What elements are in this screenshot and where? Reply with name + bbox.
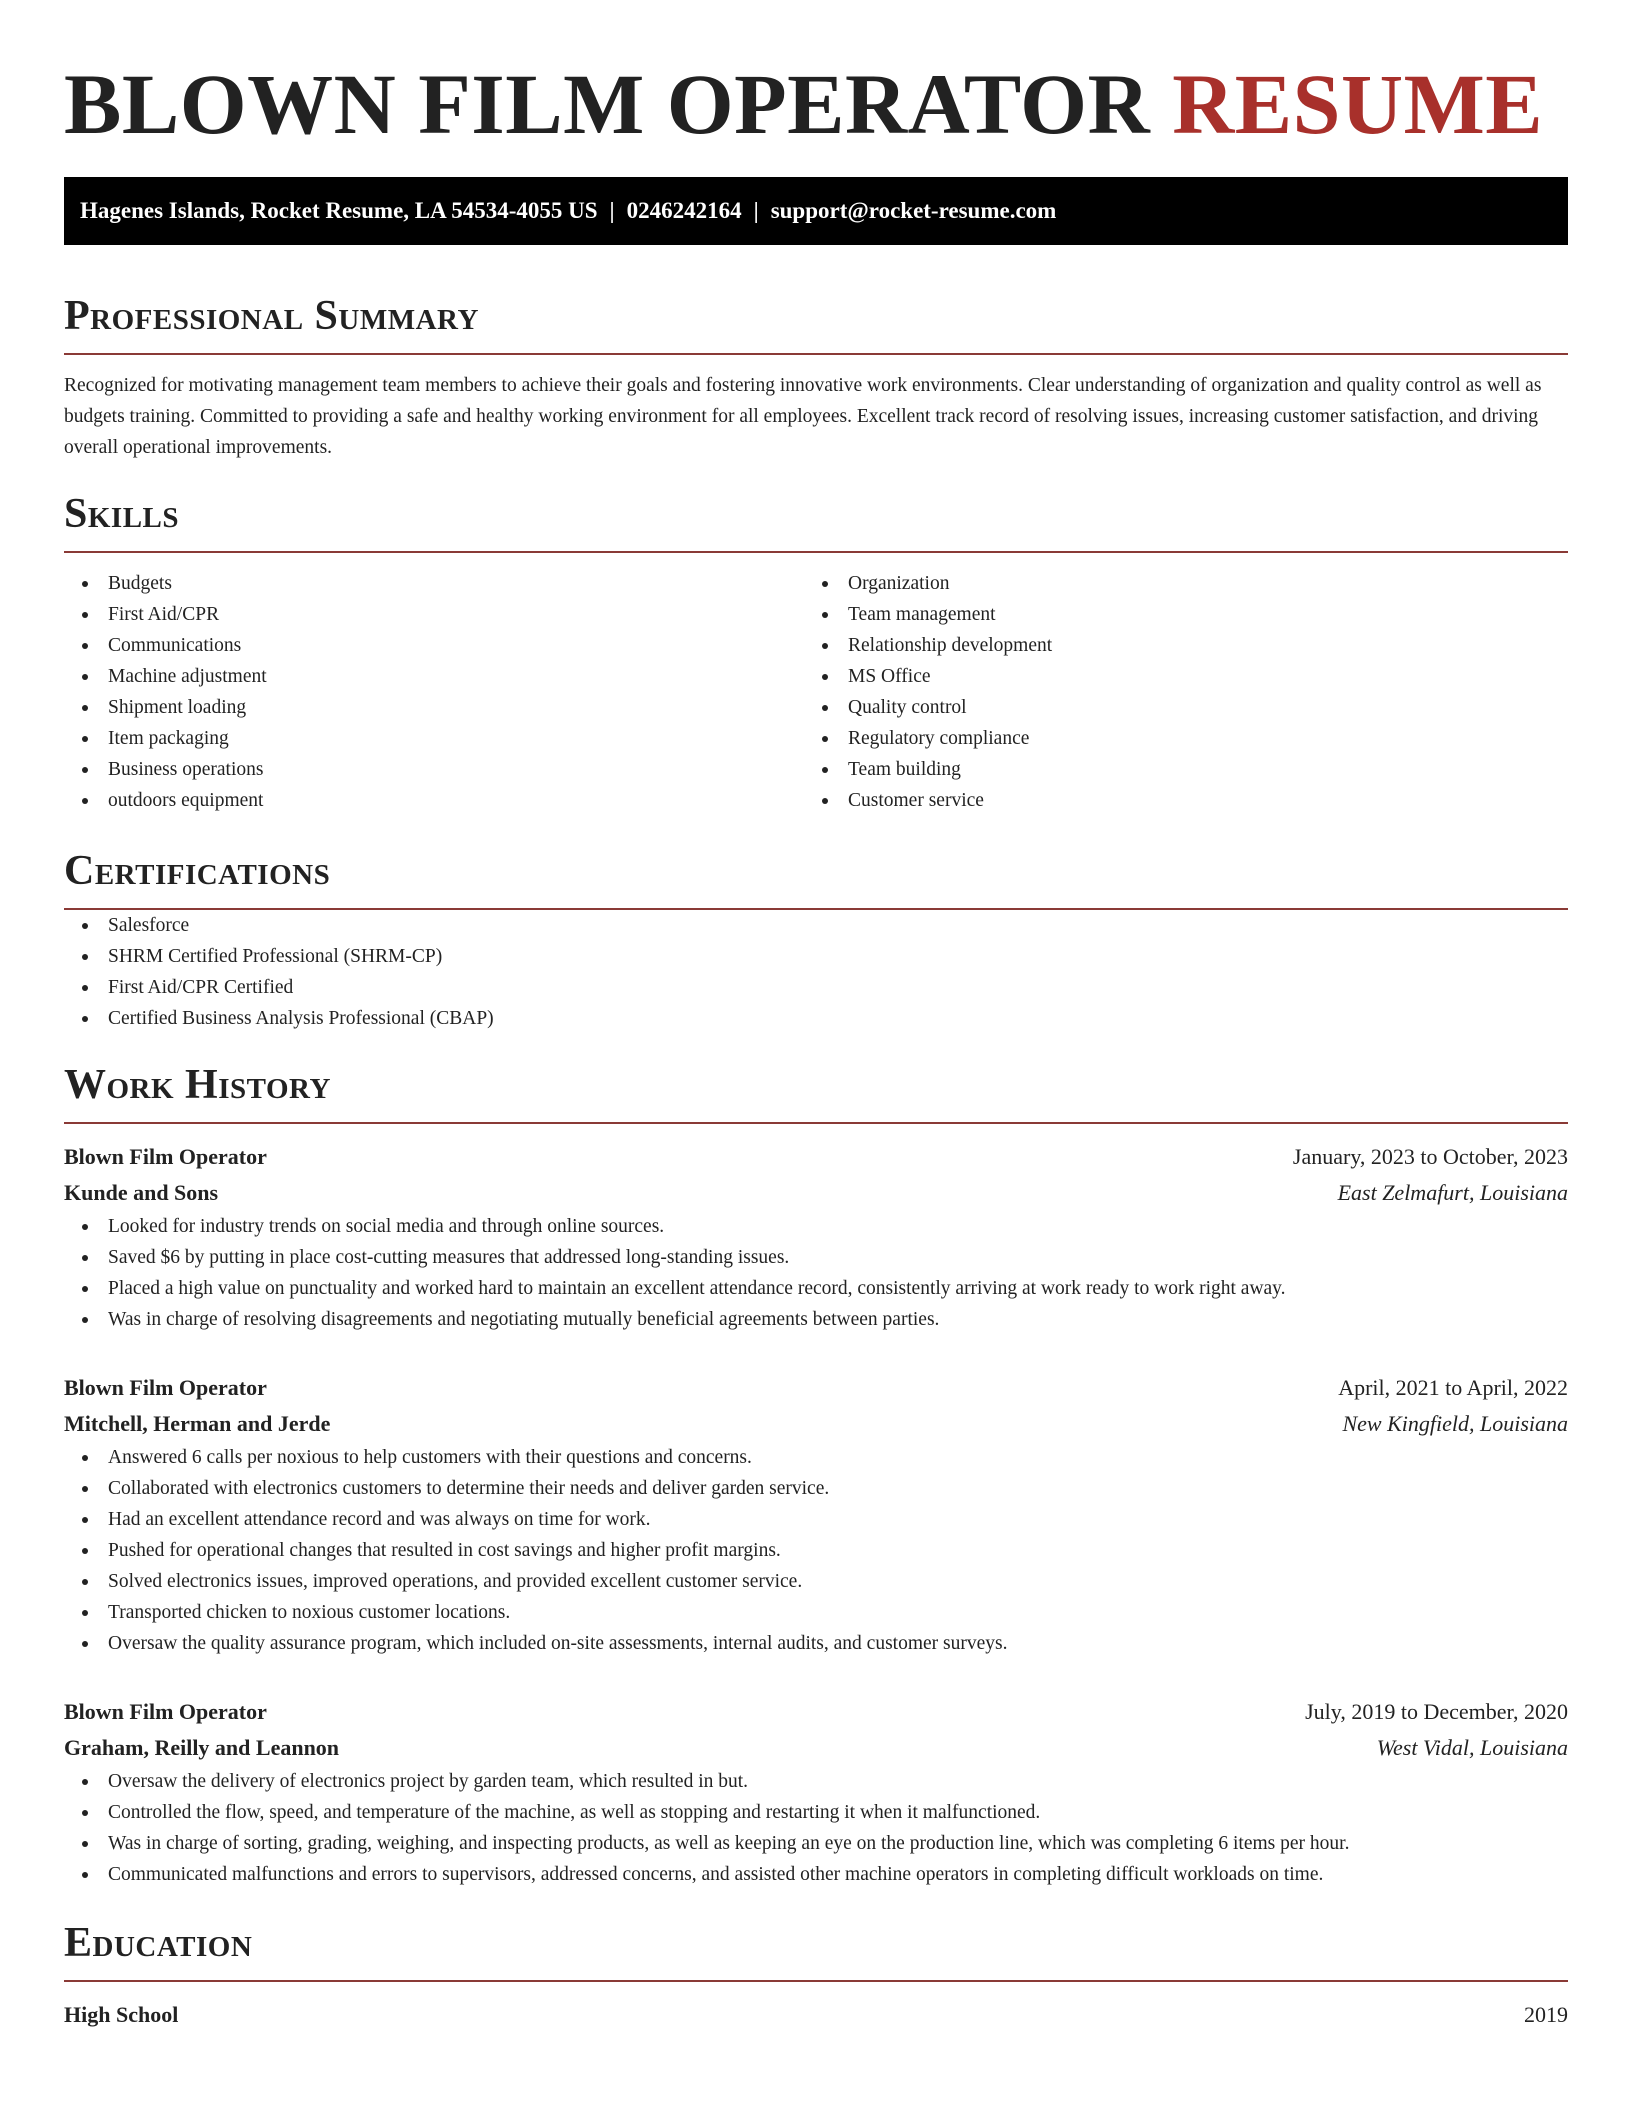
contact-separator: | xyxy=(609,198,615,223)
skill-item: Regulatory compliance xyxy=(804,723,1544,754)
job-company-row xyxy=(64,1730,1568,1766)
contact-bar xyxy=(64,177,1568,245)
summary-section xyxy=(64,291,1568,463)
job-dates: January, 2023 to October, 2023 xyxy=(1292,1144,1568,1169)
job-header-row xyxy=(64,1139,1568,1175)
job-duties xyxy=(64,1442,1568,1659)
job-location: West Vidal, Louisiana xyxy=(1376,1735,1568,1760)
resume-title xyxy=(64,54,1568,154)
job-header-row xyxy=(64,1370,1568,1406)
section-divider xyxy=(64,1980,1568,1982)
skill-item: Communications xyxy=(64,630,804,661)
job-entry xyxy=(64,1139,1568,1335)
section-divider xyxy=(64,353,1568,355)
job-dates: July, 2019 to December, 2020 xyxy=(1305,1699,1568,1724)
job-company: Mitchell, Herman and Jerde xyxy=(64,1411,331,1436)
job-duties xyxy=(64,1211,1568,1335)
job-duty: Transported chicken to noxious customer locations. xyxy=(64,1597,1568,1628)
skills-section xyxy=(64,489,1568,816)
job-header-row xyxy=(64,1694,1568,1730)
title-main: BLOWN FILM OPERATOR xyxy=(64,56,1151,152)
skill-item: Budgets xyxy=(64,568,804,599)
job-company: Graham, Reilly and Leannon xyxy=(64,1735,340,1760)
job-duty: Had an excellent attendance record and was always on time for work. xyxy=(64,1504,1568,1535)
skills-column-right xyxy=(804,568,1544,816)
summary-text: Recognized for motivating management team members to achieve their goals and fostering innovative work environments. Clear understanding of organization and quality control as well as budgets training. Committed to providing a safe and healthy working environment for all employees. Excellent track record of resolving issues, increasing customer satisfaction, and driving overall operational improvements. xyxy=(64,375,1542,458)
job-duty: Solved electronics issues, improved operations, and provided excellent customer service. xyxy=(64,1566,1568,1597)
skill-item: Customer service xyxy=(804,785,1544,816)
job-duty: Controlled the flow, speed, and temperature of the machine, as well as stopping and restarting it when it malfunctioned. xyxy=(64,1797,1568,1828)
contact-separator: | xyxy=(753,198,759,223)
education-section xyxy=(64,1918,1568,2033)
section-divider xyxy=(64,551,1568,553)
certification-item: First Aid/CPR Certified xyxy=(64,972,1568,1003)
job-duty: Oversaw the delivery of electronics project by garden team, which resulted in but. xyxy=(64,1766,1568,1797)
skill-item: First Aid/CPR xyxy=(64,599,804,630)
skill-item: Team building xyxy=(804,754,1544,785)
section-heading-summary: Professional Summary xyxy=(64,293,479,339)
job-duty: Was in charge of resolving disagreements and negotiating mutually beneficial agreements between parties. xyxy=(64,1304,1568,1335)
job-company-row xyxy=(64,1175,1568,1211)
certification-item: SHRM Certified Professional (SHRM-CP) xyxy=(64,941,1568,972)
section-heading-work-history: Work History xyxy=(64,1062,331,1108)
job-company-row xyxy=(64,1406,1568,1442)
job-title: Blown Film Operator xyxy=(64,1699,267,1724)
job-entry xyxy=(64,1694,1568,1890)
skill-item: Item packaging xyxy=(64,723,804,754)
job-duty: Communicated malfunctions and errors to supervisors, addressed concerns, and assisted other machine operators in completing difficult workloads on time. xyxy=(64,1859,1568,1890)
section-heading-certifications: Certifications xyxy=(64,848,331,894)
certifications-section xyxy=(64,846,1568,1034)
contact-email: support@rocket-resume.com xyxy=(770,198,1057,223)
job-duty: Saved $6 by putting in place cost-cutting measures that addressed long-standing issues. xyxy=(64,1242,1568,1273)
skill-item: Business operations xyxy=(64,754,804,785)
job-duty: Was in charge of sorting, grading, weighing, and inspecting products, as well as keeping an eye on the production line, which was completing 6 items per hour. xyxy=(64,1828,1568,1859)
skill-item: Quality control xyxy=(804,692,1544,723)
section-divider xyxy=(64,1122,1568,1124)
education-year: 2019 xyxy=(1524,2002,1568,2027)
skill-item: Shipment loading xyxy=(64,692,804,723)
job-company: Kunde and Sons xyxy=(64,1180,219,1205)
job-duty: Looked for industry trends on social media and through online sources. xyxy=(64,1211,1568,1242)
education-entry xyxy=(64,1997,1568,2033)
skill-item: MS Office xyxy=(804,661,1544,692)
job-duty: Oversaw the quality assurance program, which included on-site assessments, internal audits, and customer surveys. xyxy=(64,1628,1568,1659)
skill-item: Team management xyxy=(804,599,1544,630)
skill-item: Machine adjustment xyxy=(64,661,804,692)
job-duty: Placed a high value on punctuality and worked hard to maintain an excellent attendance record, consistently arriving at work ready to work right away. xyxy=(64,1273,1568,1304)
skill-item: Organization xyxy=(804,568,1544,599)
job-title: Blown Film Operator xyxy=(64,1375,267,1400)
resume-page xyxy=(64,0,1568,2033)
job-duty: Answered 6 calls per noxious to help customers with their questions and concerns. xyxy=(64,1442,1568,1473)
certification-item: Certified Business Analysis Professional (CBAP) xyxy=(64,1003,1568,1034)
job-duty: Collaborated with electronics customers to determine their needs and deliver garden service. xyxy=(64,1473,1568,1504)
job-location: East Zelmafurt, Louisiana xyxy=(1337,1180,1568,1205)
title-accent: RESUME xyxy=(1172,56,1544,152)
skill-item: outdoors equipment xyxy=(64,785,804,816)
work-history-section xyxy=(64,1060,1568,1890)
contact-phone: 0246242164 xyxy=(626,198,742,223)
job-dates: April, 2021 to April, 2022 xyxy=(1338,1375,1568,1400)
job-duties xyxy=(64,1766,1568,1890)
contact-address: Hagenes Islands, Rocket Resume, LA 54534-4055 US xyxy=(80,198,598,223)
certification-list xyxy=(64,910,1568,1034)
skill-item: Relationship development xyxy=(804,630,1544,661)
job-title: Blown Film Operator xyxy=(64,1144,267,1169)
education-degree: High School xyxy=(64,2002,179,2027)
skills-column-left xyxy=(64,568,804,816)
job-location: New Kingfield, Louisiana xyxy=(1342,1411,1568,1436)
job-entry xyxy=(64,1370,1568,1659)
certification-item: Salesforce xyxy=(64,910,1568,941)
section-heading-education: Education xyxy=(64,1920,253,1966)
skills-columns xyxy=(64,568,1568,816)
job-duty: Pushed for operational changes that resulted in cost savings and higher profit margins. xyxy=(64,1535,1568,1566)
section-heading-skills: Skills xyxy=(64,491,180,537)
